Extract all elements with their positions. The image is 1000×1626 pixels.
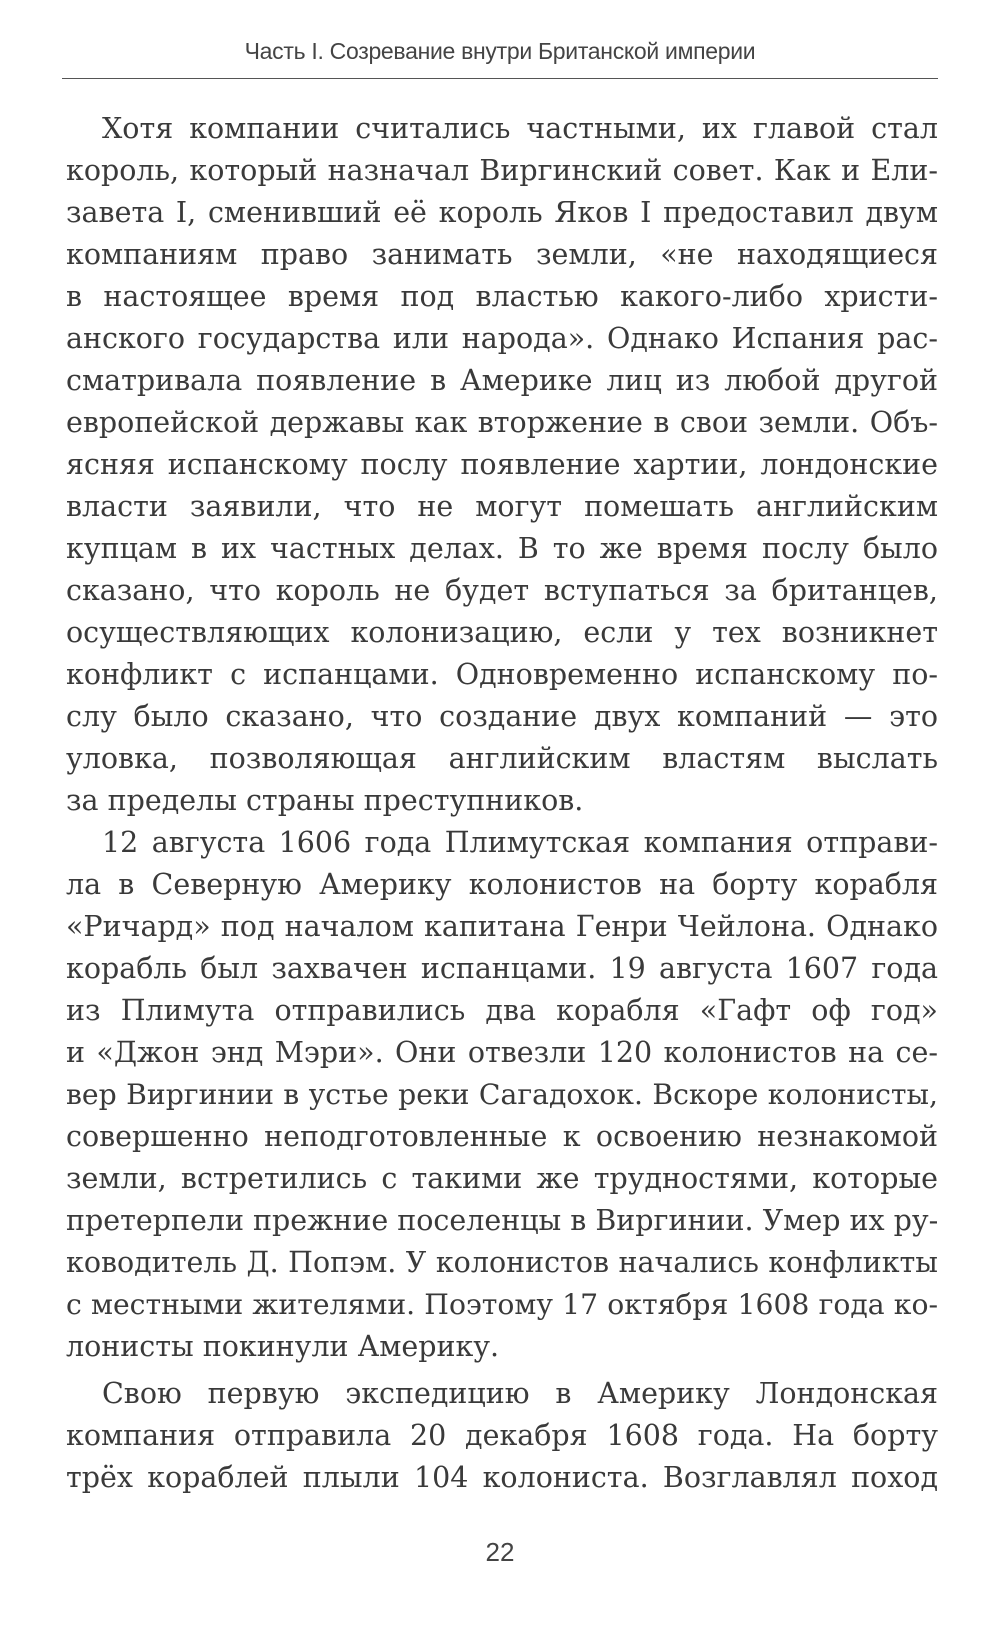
- paragraph: [66, 1373, 938, 1499]
- header-rule: [62, 78, 938, 79]
- text-line: претерпели прежние поселенцы в Виргинии. Умер их ру-: [66, 1204, 938, 1237]
- text-line: из Плимута отправились два корабля «Гафт оф год»: [66, 994, 938, 1027]
- text-line: Свою первую экспедицию в Америку Лондонская: [102, 1377, 938, 1410]
- text-line: 12 августа 1606 года Плимутская компания отправи-: [102, 826, 938, 859]
- running-head: Часть I. Созревание внутри Британской империи: [244, 38, 756, 64]
- text-line: анского государства или народа». Однако Испания рас-: [66, 322, 938, 355]
- text-line: Хотя компании считались частными, их главой стал: [102, 112, 938, 145]
- text-line: корабль был захвачен испанцами. 19 августа 1607 года: [66, 952, 938, 985]
- text-line: европейской державы как вторжение в свои земли. Объ-: [66, 406, 938, 439]
- text-line: осуществляющих колонизацию, если у тех возникнет: [66, 616, 938, 649]
- text-line: уловка, позволяющая английским властям выслать: [66, 742, 938, 775]
- text-line: завета I, сменивший её король Яков I предоставил двум: [66, 196, 938, 229]
- text-line: власти заявили, что не могут помешать английским: [66, 490, 938, 523]
- text-line: вер Виргинии в устье реки Сагадохок. Вскоре колонисты,: [66, 1078, 938, 1111]
- text-line: совершенно неподготовленные к освоению незнакомой: [66, 1120, 938, 1153]
- text-line: с местными жителями. Поэтому 17 октября 1608 года ко-: [66, 1288, 938, 1321]
- paragraph: [66, 108, 938, 822]
- body-text: [66, 108, 938, 1499]
- text-line: земли, встретились с такими же трудностями, которые: [66, 1162, 938, 1195]
- text-line: конфликт с испанцами. Одновременно испанскому по-: [66, 658, 938, 691]
- text-line: купцам в их частных делах. В то же время послу было: [66, 532, 938, 565]
- text-line: трёх кораблей плыли 104 колониста. Возглавлял поход: [66, 1461, 938, 1494]
- text-line: компания отправила 20 декабря 1608 года. На борту: [66, 1419, 938, 1452]
- page-number: 22: [485, 1537, 515, 1567]
- text-line: в настоящее время под властью какого-либо христи-: [66, 280, 938, 313]
- text-line: король, который назначал Виргинский совет. Как и Ели-: [66, 154, 938, 187]
- text-line: компаниям право занимать земли, «не находящиеся: [66, 238, 938, 271]
- text-line: «Ричард» под началом капитана Генри Чейлона. Однако: [66, 910, 938, 943]
- text-line: сказано, что король не будет вступаться за британцев,: [66, 574, 938, 607]
- text-line: сматривала появление в Америке лиц из любой другой: [66, 364, 938, 397]
- text-line: ла в Северную Америку колонистов на борту корабля: [66, 868, 938, 901]
- text-line: и «Джон энд Мэри». Они отвезли 120 колонистов на се-: [66, 1036, 938, 1069]
- text-line: ководитель Д. Попэм. У колонистов начались конфликты: [66, 1246, 938, 1279]
- text-line: слу было сказано, что создание двух компаний — это: [66, 700, 938, 733]
- text-line: за пределы страны преступников.: [66, 784, 584, 817]
- text-line: ясняя испанскому послу появление хартии, лондонские: [66, 448, 938, 481]
- paragraph: [66, 822, 938, 1368]
- text-line: лонисты покинули Америку.: [66, 1330, 500, 1363]
